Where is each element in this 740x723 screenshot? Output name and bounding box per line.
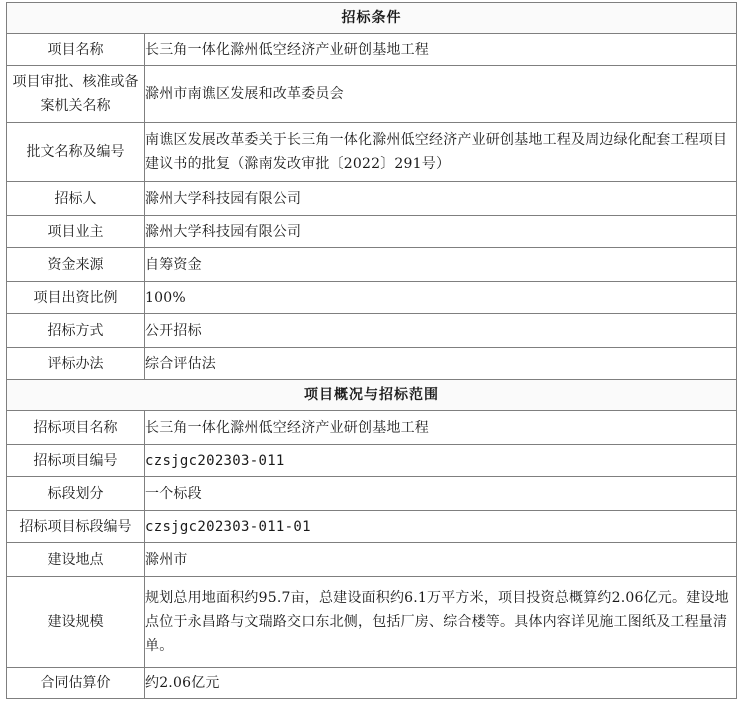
row-label-evaluation-method: 评标办法 (7, 348, 145, 380)
section-title-overview: 项目概况与招标范围 (7, 380, 737, 411)
row-value-investment-ratio: 100% (145, 282, 737, 314)
row-label-project-name: 项目名称 (7, 34, 145, 66)
row-label-lot-division: 标段划分 (7, 477, 145, 511)
table-row (7, 182, 737, 216)
row-value-tenderer: 滁州大学科技园有限公司 (145, 182, 737, 216)
row-value-location: 滁州市 (145, 543, 737, 577)
row-label-lot-code: 招标项目标段编号 (7, 511, 145, 543)
table-row (7, 66, 737, 123)
row-value-approval-authority: 滁州市南谯区发展和改革委员会 (145, 66, 737, 123)
row-value-estimated-price: 约2.06亿元 (145, 668, 737, 699)
row-value-tender-project-name: 长三角一体化滁州低空经济产业研创基地工程 (145, 411, 737, 445)
row-label-approval-authority: 项目审批、核准或备案机关名称 (7, 66, 145, 123)
row-label-tenderer: 招标人 (7, 182, 145, 216)
row-label-approval-doc: 批文名称及编号 (7, 123, 145, 182)
row-label-tender-project-code: 招标项目编号 (7, 445, 145, 477)
section-header-row (7, 380, 737, 411)
row-value-lot-division: 一个标段 (145, 477, 737, 511)
table-row (7, 445, 737, 477)
row-value-project-name: 长三角一体化滁州低空经济产业研创基地工程 (145, 34, 737, 66)
row-value-scale: 规划总用地面积约95.7亩，总建设面积约6.1万平方米，项目投资总概算约2.06亿元。建设地点位于永昌路与文瑞路交口东北侧，包括厂房、综合楼等。具体内容详见施工图纸及工程量清单。 (145, 577, 737, 668)
row-label-estimated-price: 合同估算价 (7, 668, 145, 699)
table-row (7, 477, 737, 511)
row-label-location: 建设地点 (7, 543, 145, 577)
row-value-funding-source: 自筹资金 (145, 248, 737, 282)
table-row (7, 668, 737, 699)
tender-info-table (6, 2, 737, 699)
row-value-approval-doc: 南谯区发展改革委关于长三角一体化滁州低空经济产业研创基地工程及周边绿化配套工程项目建议书的批复（滁南发改审批〔2022〕291号） (145, 123, 737, 182)
row-value-evaluation-method: 综合评估法 (145, 348, 737, 380)
section-title-conditions: 招标条件 (7, 3, 737, 34)
row-value-tender-method: 公开招标 (145, 314, 737, 348)
table-row (7, 248, 737, 282)
row-label-tender-project-name: 招标项目名称 (7, 411, 145, 445)
row-label-funding-source: 资金来源 (7, 248, 145, 282)
row-label-scale: 建设规模 (7, 577, 145, 668)
table-row (7, 511, 737, 543)
row-value-owner: 滁州大学科技园有限公司 (145, 216, 737, 248)
table-row (7, 314, 737, 348)
table-row (7, 543, 737, 577)
row-value-tender-project-code: czsjgc202303-011 (145, 445, 737, 477)
table-row (7, 411, 737, 445)
table-row (7, 216, 737, 248)
section-header-row (7, 3, 737, 34)
table-row (7, 577, 737, 668)
row-value-lot-code: czsjgc202303-011-01 (145, 511, 737, 543)
row-label-investment-ratio: 项目出资比例 (7, 282, 145, 314)
table-row (7, 34, 737, 66)
table-row (7, 123, 737, 182)
table-row (7, 282, 737, 314)
row-label-owner: 项目业主 (7, 216, 145, 248)
table-row (7, 348, 737, 380)
row-label-tender-method: 招标方式 (7, 314, 145, 348)
